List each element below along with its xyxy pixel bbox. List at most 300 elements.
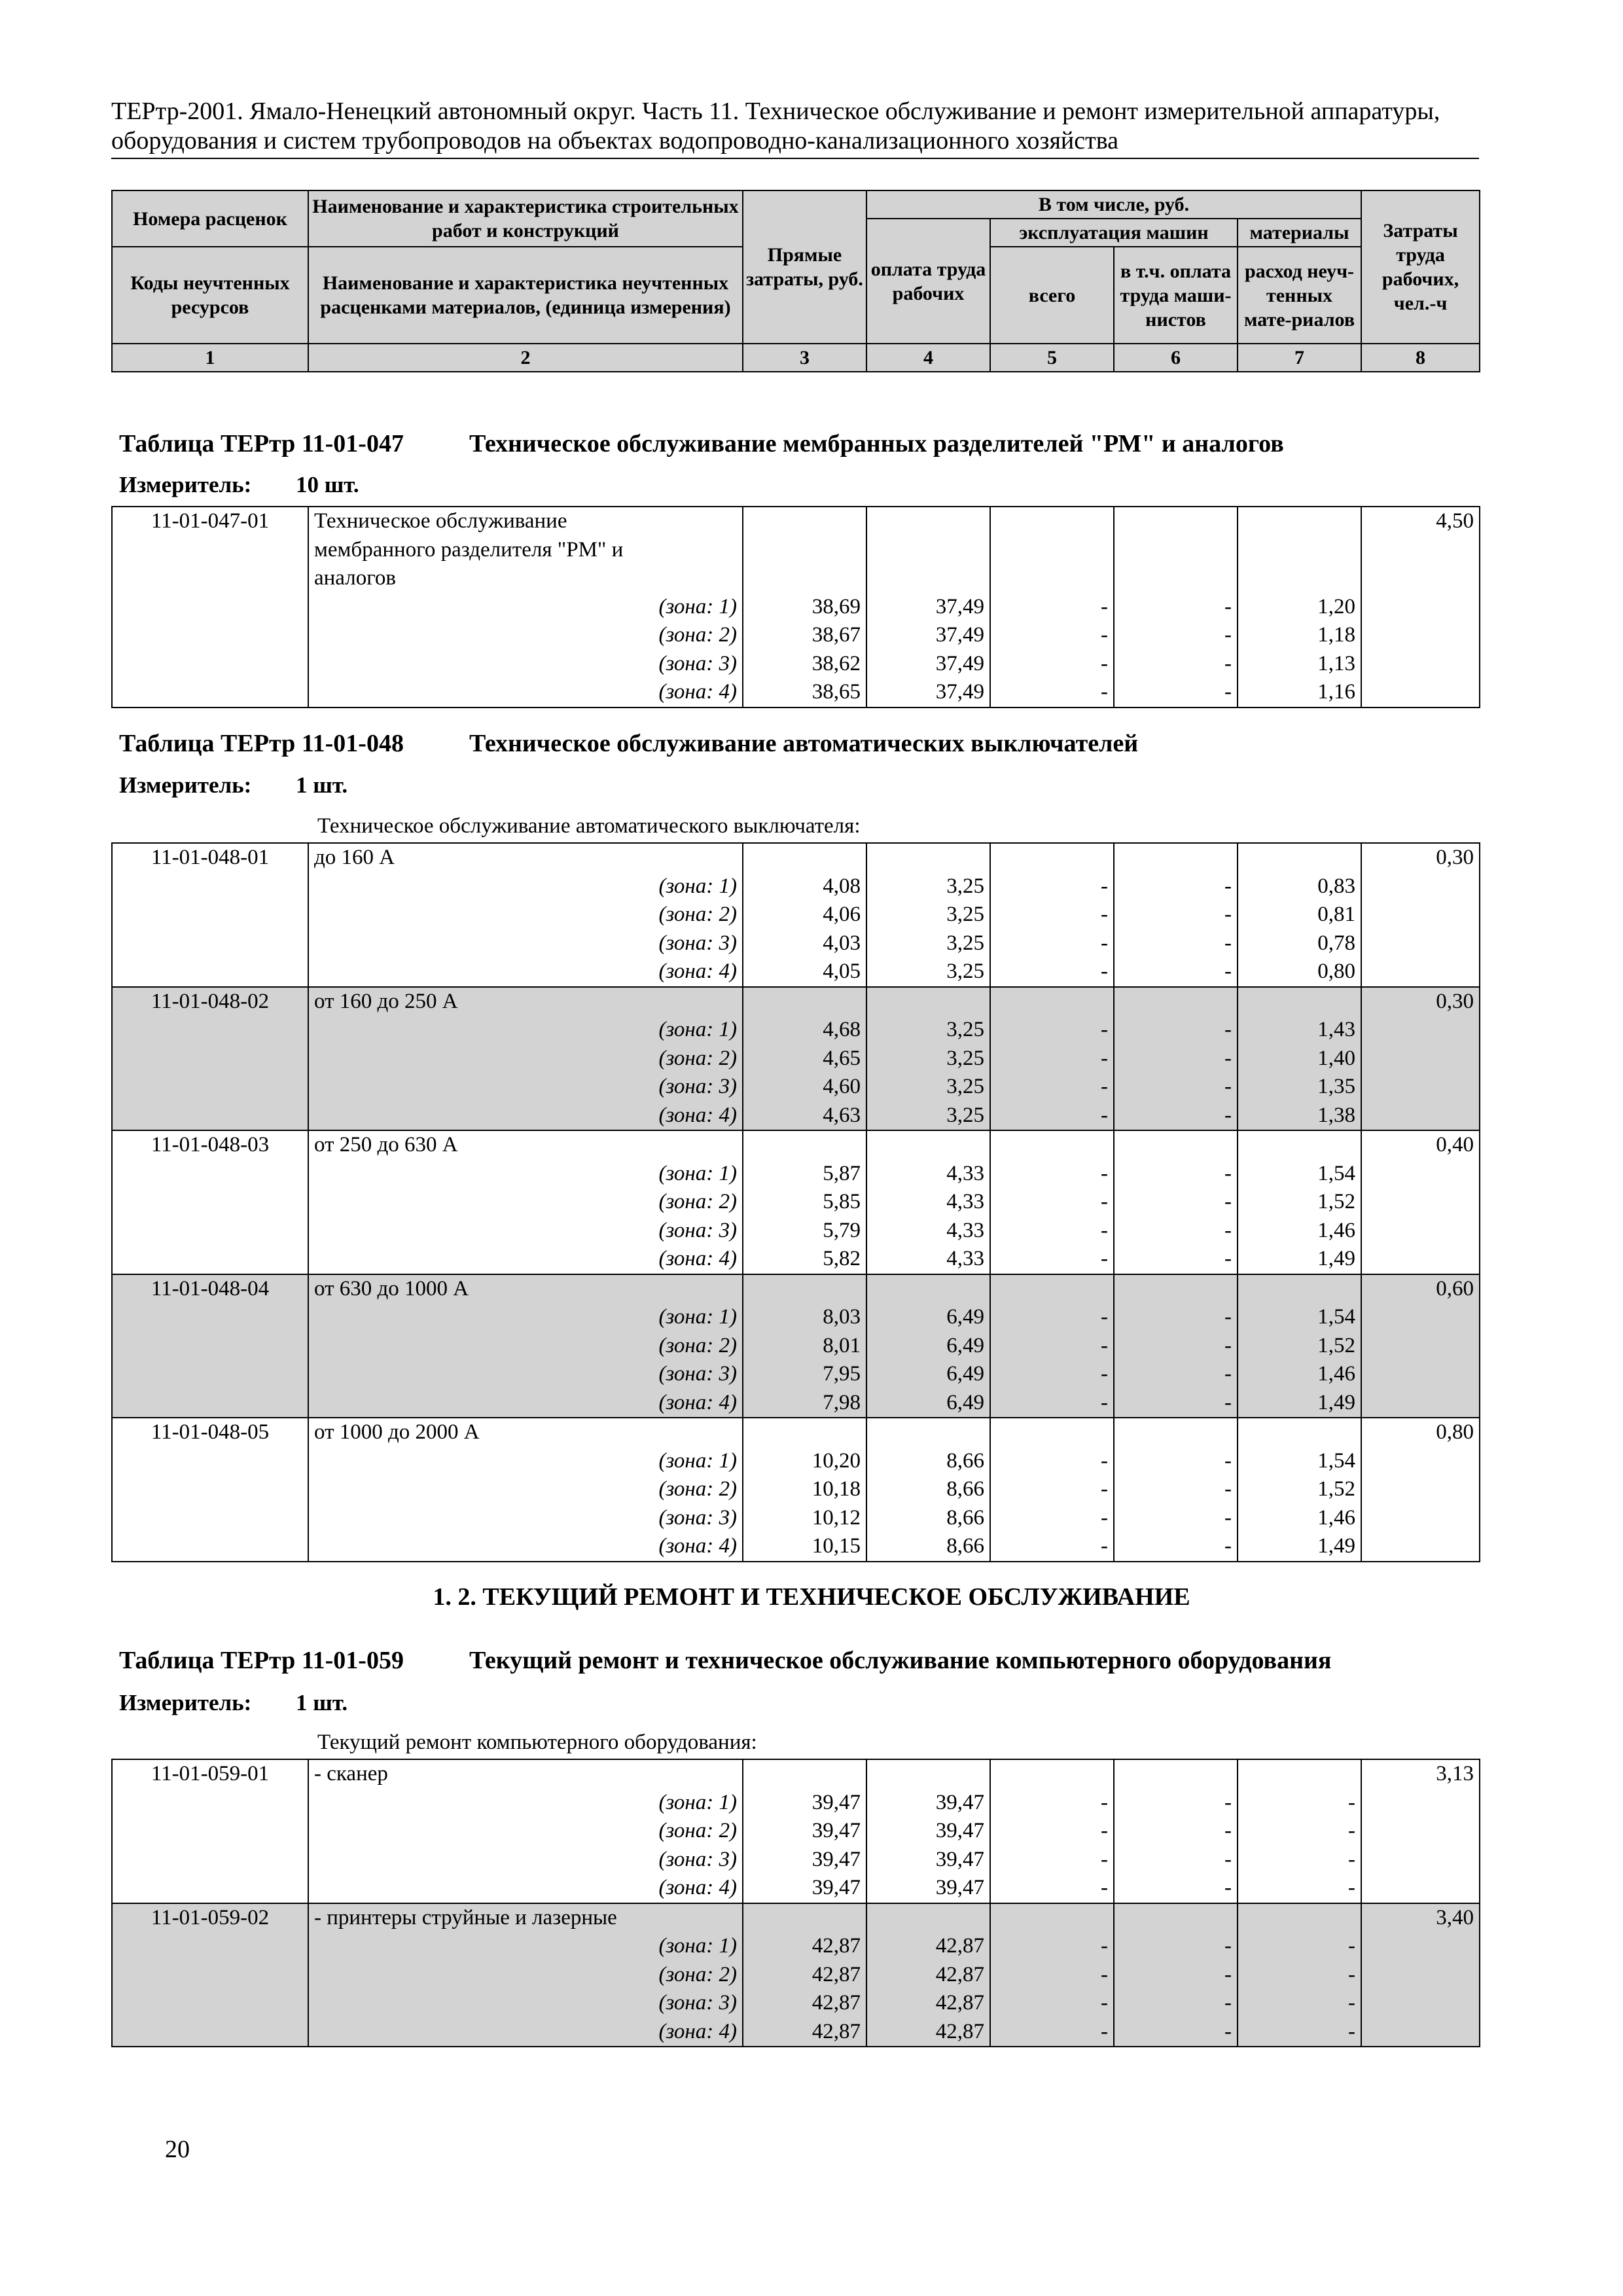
machinist-wage: - <box>1114 1389 1238 1418</box>
labor-cost <box>1361 1846 1480 1874</box>
zone-label: (зона: 3) <box>308 650 743 679</box>
meter-value: 10 шт. <box>296 472 359 497</box>
header-materials-group: материалы <box>1238 219 1361 247</box>
rate-code: 11-01-059-02 <box>112 1903 308 1933</box>
table-row <box>112 650 1480 679</box>
empty-cell <box>866 1903 990 1933</box>
empty-cell <box>990 1130 1114 1160</box>
table-row <box>112 987 1480 1016</box>
rate-code <box>112 1303 308 1332</box>
table-name: Текущий ремонт и техническое обслуживание компьютерного оборудования <box>469 1647 1332 1674</box>
header-machines-group: эксплуатация машин <box>990 219 1238 247</box>
rate-code <box>112 1989 308 2018</box>
direct-cost: 39,47 <box>743 1874 866 1903</box>
empty-cell <box>866 536 990 565</box>
zone-label: (зона: 1) <box>308 1016 743 1045</box>
worker-wage: 8,66 <box>866 1447 990 1476</box>
header-col-number: 8 <box>1361 344 1480 372</box>
material-consumption: 1,52 <box>1238 1475 1361 1504</box>
machines-total: - <box>990 1817 1114 1846</box>
material-consumption: 1,13 <box>1238 650 1361 679</box>
rate-code <box>112 1961 308 1990</box>
direct-cost: 8,01 <box>743 1332 866 1361</box>
rate-code: 11-01-059-01 <box>112 1759 308 1789</box>
labor-cost <box>1361 1532 1480 1562</box>
table-row <box>112 1846 1480 1874</box>
labor-cost <box>1361 1245 1480 1274</box>
table-row <box>112 1903 1480 1933</box>
work-name: от 250 до 630 А <box>308 1130 743 1160</box>
material-consumption: 1,52 <box>1238 1188 1361 1217</box>
zone-label: (зона: 4) <box>308 1245 743 1274</box>
meter-value: 1 шт. <box>296 772 348 798</box>
zone-label: (зона: 1) <box>308 872 743 901</box>
machines-total: - <box>990 1447 1114 1476</box>
labor-cost <box>1361 1217 1480 1246</box>
table-row <box>112 843 1480 872</box>
header-material-name: Наименование и характеристика неучтенных расценками материалов, (единица измерения) <box>308 247 743 344</box>
work-name: от 1000 до 2000 А <box>308 1418 743 1447</box>
machines-total: - <box>990 1874 1114 1903</box>
zone-label: (зона: 2) <box>308 1817 743 1846</box>
worker-wage: 37,49 <box>866 650 990 679</box>
table-title <box>119 729 1138 758</box>
worker-wage: 8,66 <box>866 1504 990 1533</box>
work-name: Техническое обслуживание <box>308 507 743 536</box>
material-consumption: 1,49 <box>1238 1245 1361 1274</box>
machinist-wage: - <box>1114 1475 1238 1504</box>
table-row <box>112 1130 1480 1160</box>
empty-cell <box>1114 843 1238 872</box>
header-resource-codes: Коды неучтенных ресурсов <box>112 247 308 344</box>
empty-cell <box>743 564 866 593</box>
labor-cost <box>1361 678 1480 708</box>
table-number: Таблица ТЕРтр 11-01-059 <box>119 1647 404 1674</box>
empty-cell <box>990 1903 1114 1933</box>
machines-total: - <box>990 1932 1114 1961</box>
labor-cost <box>1361 1961 1480 1990</box>
empty-cell <box>1238 843 1361 872</box>
header-direct-costs: Прямые затраты, руб. <box>743 190 866 344</box>
empty-cell <box>1114 1418 1238 1447</box>
machinist-wage: - <box>1114 1447 1238 1476</box>
empty-cell <box>743 987 866 1016</box>
zone-label: (зона: 2) <box>308 901 743 929</box>
empty-cell <box>1238 1903 1361 1933</box>
empty-cell <box>1238 1274 1361 1304</box>
worker-wage: 39,47 <box>866 1817 990 1846</box>
machinist-wage: - <box>1114 678 1238 708</box>
machines-total: - <box>990 1102 1114 1131</box>
direct-cost: 5,85 <box>743 1188 866 1217</box>
labor-cost: 0,80 <box>1361 1418 1480 1447</box>
table-row <box>112 1245 1480 1274</box>
table-row <box>112 872 1480 901</box>
meter-label: Измеритель: <box>119 472 252 497</box>
empty-cell <box>866 843 990 872</box>
table-row <box>112 507 1480 536</box>
direct-cost: 4,06 <box>743 901 866 929</box>
rates-table-048 <box>111 842 1480 1562</box>
machinist-wage: - <box>1114 872 1238 901</box>
work-name: от 160 до 250 А <box>308 987 743 1016</box>
machinist-wage: - <box>1114 1188 1238 1217</box>
direct-cost: 4,03 <box>743 929 866 958</box>
empty-cell <box>1238 564 1361 593</box>
machinist-wage: - <box>1114 958 1238 987</box>
machines-total: - <box>990 1504 1114 1533</box>
table-row <box>112 1360 1480 1389</box>
worker-wage: 42,87 <box>866 2018 990 2047</box>
header-col-number: 4 <box>866 344 990 372</box>
header-col-number: 7 <box>1238 344 1361 372</box>
direct-cost: 5,79 <box>743 1217 866 1246</box>
meter-label: Измеритель: <box>119 1690 252 1715</box>
machines-total: - <box>990 1045 1114 1073</box>
material-consumption: 1,43 <box>1238 1016 1361 1045</box>
meter-value: 1 шт. <box>296 1690 348 1715</box>
rate-code <box>112 958 308 987</box>
empty-cell <box>866 564 990 593</box>
labor-cost <box>1361 1789 1480 1818</box>
rate-code <box>112 929 308 958</box>
material-consumption: 0,78 <box>1238 929 1361 958</box>
table-row <box>112 536 1480 565</box>
zone-label: (зона: 1) <box>308 1447 743 1476</box>
material-consumption: 1,54 <box>1238 1160 1361 1189</box>
rate-code <box>112 1817 308 1846</box>
zone-label: (зона: 1) <box>308 1932 743 1961</box>
labor-cost <box>1361 1188 1480 1217</box>
direct-cost: 7,98 <box>743 1389 866 1418</box>
machinist-wage: - <box>1114 1016 1238 1045</box>
rate-code <box>112 1874 308 1903</box>
labor-cost: 0,30 <box>1361 987 1480 1016</box>
empty-cell <box>1238 536 1361 565</box>
worker-wage: 4,33 <box>866 1217 990 1246</box>
rate-code: 11-01-048-01 <box>112 843 308 872</box>
machines-total: - <box>990 872 1114 901</box>
direct-cost: 4,65 <box>743 1045 866 1073</box>
direct-cost: 10,20 <box>743 1447 866 1476</box>
machines-total: - <box>990 958 1114 987</box>
machines-total: - <box>990 1532 1114 1562</box>
material-consumption: 1,46 <box>1238 1217 1361 1246</box>
header-work-name: Наименование и характеристика строительных работ и конструкций <box>308 190 743 247</box>
direct-cost: 39,47 <box>743 1817 866 1846</box>
labor-cost <box>1361 1932 1480 1961</box>
worker-wage: 8,66 <box>866 1475 990 1504</box>
empty-cell <box>990 1418 1114 1447</box>
rate-code <box>112 1360 308 1389</box>
empty-cell <box>1238 1418 1361 1447</box>
labor-cost <box>1361 621 1480 650</box>
worker-wage: 6,49 <box>866 1303 990 1332</box>
labor-cost <box>1361 536 1480 565</box>
empty-cell <box>990 1759 1114 1789</box>
machines-total: - <box>990 1961 1114 1990</box>
zone-label: (зона: 3) <box>308 1217 743 1246</box>
rates-table-059 <box>111 1759 1480 2047</box>
header-col-number: 3 <box>743 344 866 372</box>
direct-cost: 4,60 <box>743 1073 866 1102</box>
labor-cost <box>1361 1817 1480 1846</box>
direct-cost: 4,05 <box>743 958 866 987</box>
machinist-wage: - <box>1114 1961 1238 1990</box>
header-machinist-wage: в т.ч. оплата труда маши-нистов <box>1114 247 1238 344</box>
direct-cost: 4,68 <box>743 1016 866 1045</box>
rate-code <box>112 901 308 929</box>
machines-total: - <box>990 1303 1114 1332</box>
header-col-number: 6 <box>1114 344 1238 372</box>
empty-cell <box>990 564 1114 593</box>
labor-cost: 4,50 <box>1361 507 1480 536</box>
labor-cost <box>1361 1332 1480 1361</box>
material-consumption: 1,52 <box>1238 1332 1361 1361</box>
material-consumption: - <box>1238 1846 1361 1874</box>
table-row <box>112 1102 1480 1131</box>
empty-cell <box>1238 1130 1361 1160</box>
work-name: - сканер <box>308 1759 743 1789</box>
table-row <box>112 1789 1480 1818</box>
zone-label: (зона: 3) <box>308 1073 743 1102</box>
direct-cost: 8,03 <box>743 1303 866 1332</box>
zone-label: (зона: 1) <box>308 1160 743 1189</box>
machines-total: - <box>990 621 1114 650</box>
material-consumption: 1,49 <box>1238 1389 1361 1418</box>
machines-total: - <box>990 1188 1114 1217</box>
empty-cell <box>990 507 1114 536</box>
machinist-wage: - <box>1114 1073 1238 1102</box>
worker-wage: 42,87 <box>866 1989 990 2018</box>
table-meter <box>119 772 348 798</box>
empty-cell <box>1114 1903 1238 1933</box>
labor-cost <box>1361 1303 1480 1332</box>
machines-total: - <box>990 593 1114 622</box>
empty-cell <box>1238 507 1361 536</box>
rates-table-047 <box>111 506 1480 708</box>
empty-cell <box>866 987 990 1016</box>
machinist-wage: - <box>1114 1102 1238 1131</box>
machinist-wage: - <box>1114 1217 1238 1246</box>
machinist-wage: - <box>1114 1932 1238 1961</box>
table-name: Техническое обслуживание мембранных разделителей "РМ" и аналогов <box>469 430 1284 457</box>
empty-cell <box>743 1903 866 1933</box>
table-row <box>112 1961 1480 1990</box>
table-row <box>112 929 1480 958</box>
machinist-wage: - <box>1114 593 1238 622</box>
labor-cost <box>1361 901 1480 929</box>
work-name: до 160 А <box>308 843 743 872</box>
empty-cell <box>743 1130 866 1160</box>
empty-cell <box>743 1418 866 1447</box>
zone-label: (зона: 2) <box>308 1475 743 1504</box>
material-consumption: 1,38 <box>1238 1102 1361 1131</box>
worker-wage: 6,49 <box>866 1360 990 1389</box>
direct-cost: 39,47 <box>743 1846 866 1874</box>
machines-total: - <box>990 678 1114 708</box>
material-consumption: 1,54 <box>1238 1303 1361 1332</box>
worker-wage: 8,66 <box>866 1532 990 1562</box>
rate-code <box>112 1188 308 1217</box>
worker-wage: 42,87 <box>866 1932 990 1961</box>
zone-label: (зона: 2) <box>308 1332 743 1361</box>
direct-cost: 39,47 <box>743 1789 866 1818</box>
empty-cell <box>743 536 866 565</box>
material-consumption: - <box>1238 1961 1361 1990</box>
machines-total: - <box>990 1475 1114 1504</box>
labor-cost <box>1361 1073 1480 1102</box>
labor-cost <box>1361 872 1480 901</box>
material-consumption: 0,81 <box>1238 901 1361 929</box>
labor-cost: 3,13 <box>1361 1759 1480 1789</box>
direct-cost: 42,87 <box>743 1932 866 1961</box>
worker-wage: 37,49 <box>866 621 990 650</box>
header-including-group: В том числе, руб. <box>866 190 1361 219</box>
machines-total: - <box>990 929 1114 958</box>
table-row <box>112 1874 1480 1903</box>
machines-total: - <box>990 1332 1114 1361</box>
empty-cell <box>990 536 1114 565</box>
material-consumption: 1,46 <box>1238 1360 1361 1389</box>
rate-code <box>112 2018 308 2047</box>
material-consumption: 1,49 <box>1238 1532 1361 1562</box>
rate-code <box>112 1932 308 1961</box>
rate-code <box>112 1504 308 1533</box>
zone-label: (зона: 1) <box>308 1303 743 1332</box>
rate-code <box>112 593 308 622</box>
rate-code <box>112 1532 308 1562</box>
rate-code <box>112 1447 308 1476</box>
zone-label: (зона: 3) <box>308 1504 743 1533</box>
machines-total: - <box>990 1846 1114 1874</box>
table-title <box>119 1646 1331 1675</box>
zone-label: (зона: 3) <box>308 1846 743 1874</box>
labor-cost <box>1361 958 1480 987</box>
worker-wage: 3,25 <box>866 1073 990 1102</box>
meter-label: Измеритель: <box>119 772 252 798</box>
empty-cell <box>990 1274 1114 1304</box>
worker-wage: 4,33 <box>866 1245 990 1274</box>
table-row <box>112 1932 1480 1961</box>
rate-code <box>112 1217 308 1246</box>
empty-cell <box>866 1759 990 1789</box>
direct-cost: 10,15 <box>743 1532 866 1562</box>
machinist-wage: - <box>1114 901 1238 929</box>
zone-label: (зона: 1) <box>308 1789 743 1818</box>
direct-cost: 5,87 <box>743 1160 866 1189</box>
worker-wage: 3,25 <box>866 1102 990 1131</box>
empty-cell <box>990 987 1114 1016</box>
machinist-wage: - <box>1114 1504 1238 1533</box>
direct-cost: 7,95 <box>743 1360 866 1389</box>
empty-cell <box>1114 507 1238 536</box>
rate-code: 11-01-048-02 <box>112 987 308 1016</box>
work-name: от 630 до 1000 А <box>308 1274 743 1304</box>
empty-cell <box>743 1274 866 1304</box>
zone-label: (зона: 4) <box>308 1874 743 1903</box>
rate-code <box>112 1245 308 1274</box>
empty-cell <box>1114 987 1238 1016</box>
direct-cost: 38,67 <box>743 621 866 650</box>
rate-code <box>112 1789 308 1818</box>
rate-code: 11-01-047-01 <box>112 507 308 536</box>
zone-label: (зона: 2) <box>308 1961 743 1990</box>
work-name: - принтеры струйные и лазерные <box>308 1903 743 1933</box>
worker-wage: 3,25 <box>866 958 990 987</box>
page-number: 20 <box>165 2136 190 2163</box>
document-running-header: ТЕРтр-2001. Ямало-Ненецкий автономный округ. Часть 11. Техническое обслуживание и ремонт измерительной аппаратуры, оборудования и систем трубопроводов на объектах водопроводно-канализационного хозяйства <box>111 97 1479 159</box>
material-consumption: 0,80 <box>1238 958 1361 987</box>
labor-cost <box>1361 1389 1480 1418</box>
labor-cost <box>1361 650 1480 679</box>
machinist-wage: - <box>1114 1989 1238 2018</box>
labor-cost <box>1361 929 1480 958</box>
table-row <box>112 678 1480 708</box>
labor-cost <box>1361 1102 1480 1131</box>
rate-code <box>112 872 308 901</box>
worker-wage: 39,47 <box>866 1874 990 1903</box>
table-number: Таблица ТЕРтр 11-01-047 <box>119 430 404 457</box>
table-row <box>112 1274 1480 1304</box>
rate-code <box>112 1160 308 1189</box>
worker-wage: 6,49 <box>866 1332 990 1361</box>
table-row <box>112 1389 1480 1418</box>
labor-cost: 0,30 <box>1361 843 1480 872</box>
machinist-wage: - <box>1114 2018 1238 2047</box>
machinist-wage: - <box>1114 650 1238 679</box>
table-row <box>112 1303 1480 1332</box>
header-col-number: 5 <box>990 344 1114 372</box>
machinist-wage: - <box>1114 1332 1238 1361</box>
empty-cell <box>743 843 866 872</box>
table-meter <box>119 1690 348 1716</box>
table-number: Таблица ТЕРтр 11-01-048 <box>119 730 404 757</box>
rate-code <box>112 1016 308 1045</box>
direct-cost: 38,65 <box>743 678 866 708</box>
zone-label: (зона: 2) <box>308 1188 743 1217</box>
machinist-wage: - <box>1114 1045 1238 1073</box>
table-row <box>112 1073 1480 1102</box>
table-row <box>112 2018 1480 2047</box>
direct-cost: 42,87 <box>743 1961 866 1990</box>
machines-total: - <box>990 1073 1114 1102</box>
labor-cost <box>1361 1504 1480 1533</box>
rate-code: 11-01-048-05 <box>112 1418 308 1447</box>
header-col-number: 2 <box>308 344 743 372</box>
direct-cost: 42,87 <box>743 1989 866 2018</box>
zone-label: (зона: 4) <box>308 1102 743 1131</box>
material-consumption: 1,46 <box>1238 1504 1361 1533</box>
zone-label: (зона: 3) <box>308 1989 743 2018</box>
labor-cost <box>1361 593 1480 622</box>
empty-cell <box>743 507 866 536</box>
table-row <box>112 1016 1480 1045</box>
machines-total: - <box>990 1989 1114 2018</box>
zone-label: (зона: 4) <box>308 1389 743 1418</box>
table-row <box>112 1217 1480 1246</box>
material-consumption: - <box>1238 1789 1361 1818</box>
zone-label: (зона: 2) <box>308 1045 743 1073</box>
empty-cell <box>866 1418 990 1447</box>
work-name: аналогов <box>308 564 743 593</box>
table-row <box>112 1160 1480 1189</box>
worker-wage: 4,33 <box>866 1160 990 1189</box>
zone-label: (зона: 4) <box>308 678 743 708</box>
worker-wage: 37,49 <box>866 678 990 708</box>
direct-cost: 5,82 <box>743 1245 866 1274</box>
material-consumption: - <box>1238 2018 1361 2047</box>
